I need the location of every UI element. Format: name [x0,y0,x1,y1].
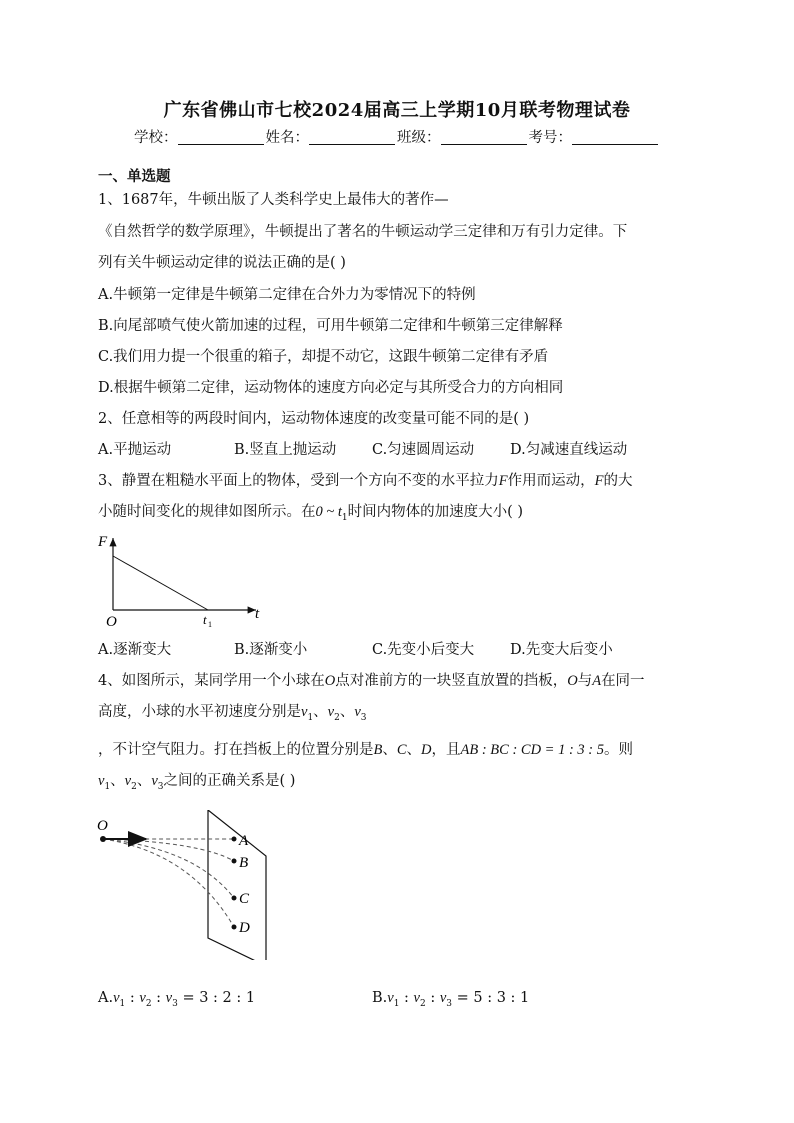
label-b: B [239,855,249,871]
q3-var-f: F [498,473,508,489]
q4-text-b: 点对准前方的一块竖直放置的挡板， [335,673,568,689]
q1-stem-line2: 《自然哲学的数学原理》，牛顿提出了著名的牛顿运动学三定律和万有引力定律。下 [98,224,628,240]
q4-text-e: 高度，小球的水平初速度分别是 [98,704,301,720]
label-c: C [239,891,250,907]
q4-text-f: ，不计空气阻力。打在挡板上的位置分别是 [98,742,374,758]
q4-a-prefix: A. [98,990,114,1006]
q3-text-b: 作用而运动， [507,473,595,489]
q4-text-c: 与 [577,673,593,689]
q4-v1b: v [98,773,105,789]
q4-sep-3: 、 [382,742,397,758]
q4-text-g: 。则 [604,742,634,758]
q4-stem-line4: $v_1$、$v_2$、$v_3$之间的正确关系是( ) [98,773,296,792]
origin-label: O [106,614,117,630]
q2-option-c[interactable]: C.匀速圆周运动 [372,442,475,458]
point-d [232,925,237,930]
q4-var-d: D [421,742,432,758]
label-d: D [239,920,250,936]
q4-sep-2: 、 [339,704,355,720]
exam-no-blank[interactable] [572,130,658,145]
exam-title: 广东省佛山市七校2024届高三上学期10月联考物理试卷 [163,100,631,121]
point-a [232,837,237,842]
q4-var-o-2: O [567,673,578,689]
q3-f-t-graph [96,530,266,630]
q4-b-v1: v [387,990,394,1006]
q3-stem-line1 [98,469,632,490]
q1-option-d[interactable]: D.根据牛顿第二定律，运动物体的速度方向必定与其所受合力的方向相同 [98,380,564,396]
student-info-row [0,126,794,147]
q4-ratio: AB : BC : CD = 1 : 3 : 5 [460,742,605,758]
q1-option-b[interactable]: B.向尾部喷气使火箭加速的过程，可用牛顿第二定律和牛顿第三定律解释 [98,318,563,334]
q4-v3b: v [151,773,158,789]
q4-v2: v [327,704,335,720]
label-a: A [239,833,249,849]
q4-sep-1: 、 [313,704,328,720]
q4-a-v1: v [113,990,120,1006]
q4-projectile-figure [90,810,290,960]
q3-text-a: 3、静置在粗糙水平面上的物体，受到一个方向不变的水平拉力 [98,473,499,489]
q4-sep-6: 、 [136,773,152,789]
q4-b-prefix: B. [372,990,388,1006]
q4-var-b: B [373,742,383,758]
class-label: 班级： [397,130,441,146]
q3-option-a[interactable]: A.逐渐变大 [98,642,172,658]
exam-no-label: 考号： [528,130,572,146]
q4-stem-line2: 高度，小球的水平初速度分别是$v_1$、$v_2$、$v_3$ [98,704,367,723]
q3-option-d[interactable]: D.先变大后变小 [510,642,613,658]
q4-a-value: = 3 : 2 : 1 [182,990,256,1006]
q4-stem-line3 [98,738,633,759]
name-label: 姓名： [265,130,309,146]
point-b [232,859,237,864]
q3-var-t: t [337,504,342,520]
name-blank[interactable] [309,130,395,145]
class-blank[interactable] [441,130,527,145]
q3-stem-line2 [98,500,523,523]
t1-subscript: 1 [208,620,212,629]
q3-text-c: 的大 [603,473,633,489]
q4-b-v2: v [413,990,420,1006]
y-axis-label: F [98,534,108,550]
q3-text-d: 小随时间变化的规律如图所示。在 [98,504,316,520]
path-b [103,839,234,861]
q4-a-v3: v [165,990,173,1006]
q4-option-b[interactable]: $B.v_1$ : $v_2$ : $v_3 = 5$ : 3 : 1 [372,990,530,1009]
q4-v3: v [354,704,361,720]
q4-v2b: v [124,773,132,789]
path-d [103,839,234,927]
q2-option-a[interactable]: A.平抛运动 [98,442,172,458]
q4-var-o: O [324,673,336,689]
q1-option-a[interactable]: A.牛顿第一定律是牛顿第二定律在合外力为零情况下的特例 [98,287,476,303]
point-c [232,896,237,901]
q1-option-c[interactable]: C.我们用力提一个很重的箱子，却提不动它，这跟牛顿第二定律有矛盾 [98,349,549,365]
q4-text-and: ，且 [431,742,461,758]
school-label: 学校： [134,130,178,146]
q4-sep-5: 、 [110,773,125,789]
q4-b-value: = 5 : 3 : 1 [456,990,530,1006]
path-c [103,839,234,898]
q2-stem: 2、任意相等的两段时间内，运动物体速度的改变量可能不同的是( ) [98,411,530,427]
q3-var-f-2: F [594,473,604,489]
baffle-board [208,810,266,960]
q3-option-c[interactable]: C.先变小后变大 [372,642,475,658]
x-axis-label: t [255,606,260,622]
section-title: 一、单选题 [98,168,171,185]
q1-stem-line3: 列有关牛顿运动定律的说法正确的是( ) [98,255,346,271]
t1-label: t [203,612,207,627]
q4-a-v2: v [139,990,146,1006]
q4-text-h: 之间的正确关系是( ) [163,773,296,789]
school-blank[interactable] [178,130,264,145]
q3-sub-1: 1 [341,512,348,523]
q4-var-c: C [396,742,407,758]
q4-text-d: 在同一 [601,673,645,689]
q4-sep-4: 、 [406,742,422,758]
q3-option-b[interactable]: B.逐渐变小 [234,642,308,658]
q2-option-d[interactable]: D.匀减速直线运动 [510,442,628,458]
q4-var-a: A [592,673,602,689]
force-line [113,556,208,610]
q4-stem-line1 [98,669,645,690]
q3-range: 0 ~ [315,504,338,520]
q4-b-v3: v [439,990,447,1006]
q3-text-e: 时间内物体的加速度大小( ) [347,504,524,520]
label-o: O [97,818,108,834]
q4-text-a: 4、如图所示，某同学用一个小球在 [98,673,325,689]
point-o [100,836,106,842]
q2-option-b[interactable]: B.竖直上抛运动 [234,442,337,458]
q4-v1: v [301,704,308,720]
q1-stem-line1: 1、1687年，牛顿出版了人类科学史上最伟大的著作— [98,192,449,208]
q4-option-a[interactable]: $A.v_1$ : $v_2$ : $v_3 = 3$ : 2 : 1 [98,990,256,1009]
